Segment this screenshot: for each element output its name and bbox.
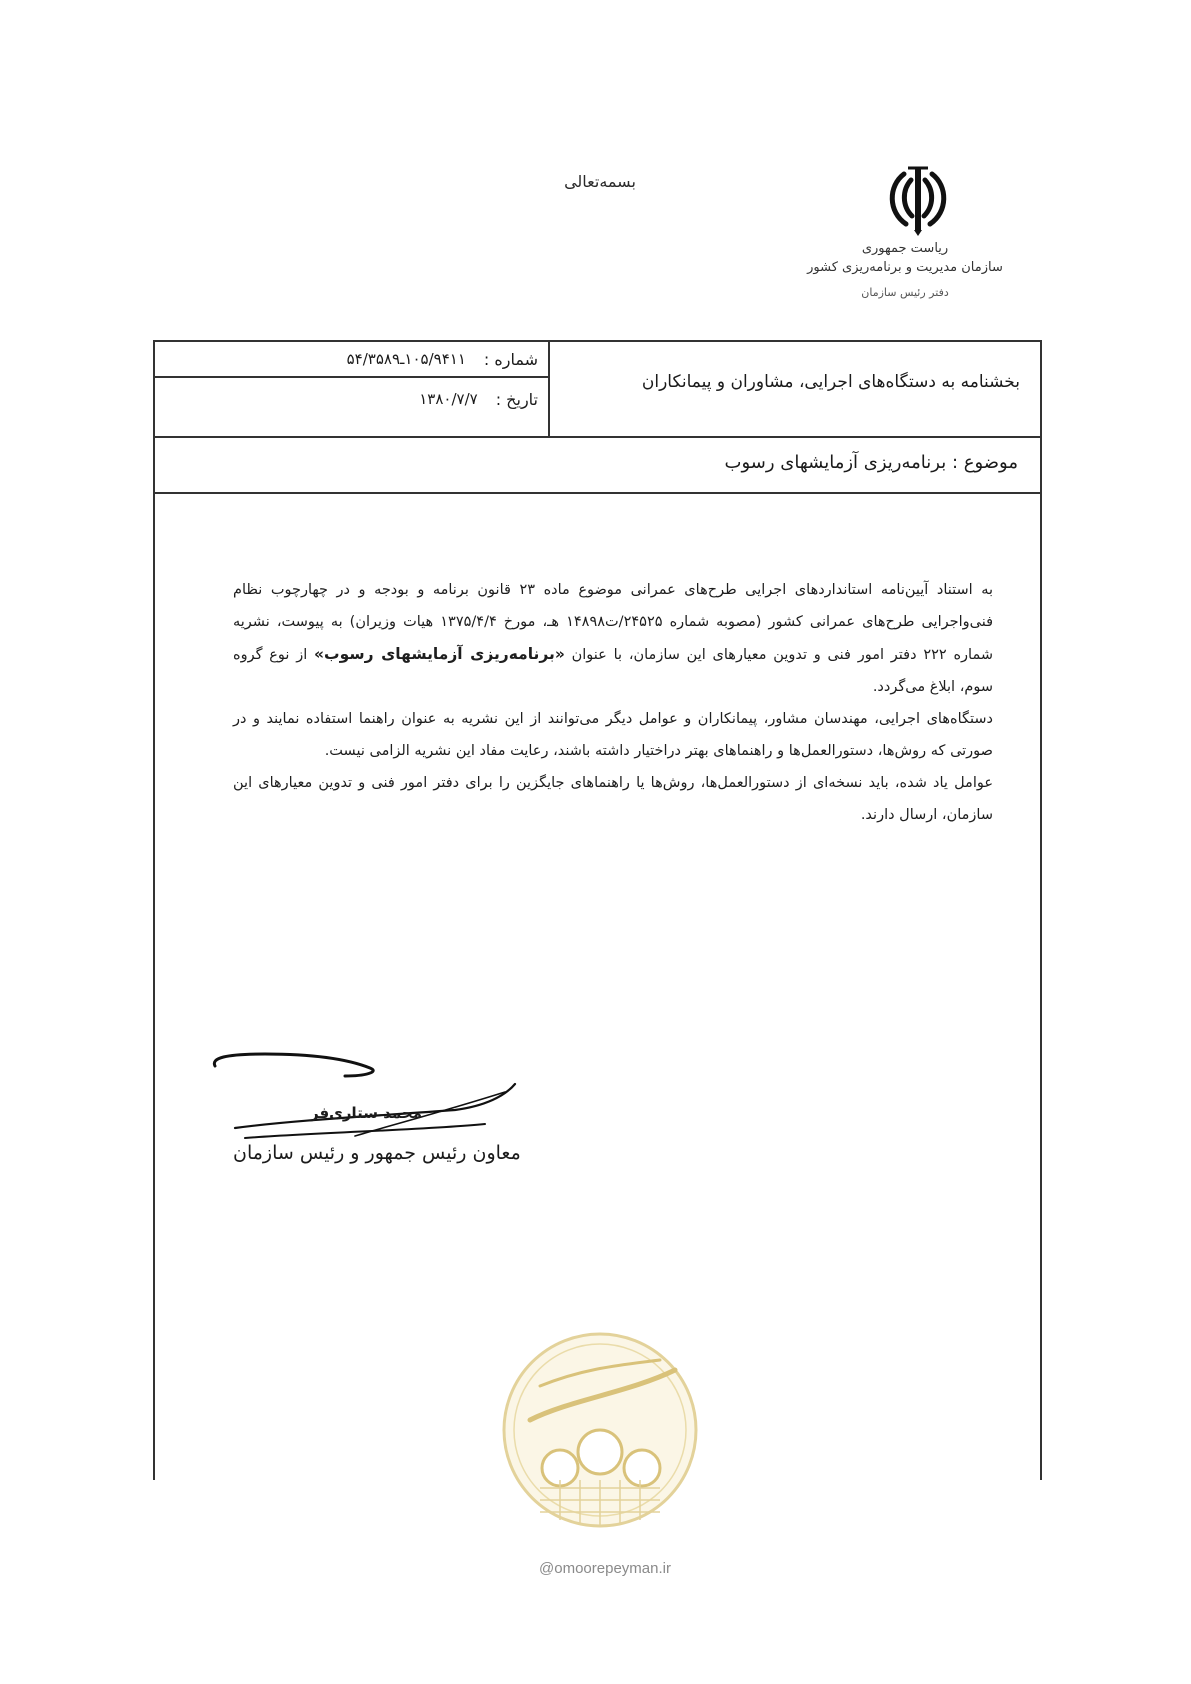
addressee-text: بخشنامه به دستگاه‌های اجرایی، مشاوران و پیمانکاران bbox=[641, 372, 1020, 392]
signatory-name: محمد ستاری‌فر bbox=[310, 1104, 423, 1122]
date-label: تاریخ : bbox=[495, 390, 538, 409]
number-value: ۱۰۵/۹۴۱۱ـ۵۴/۳۵۸۹ bbox=[346, 350, 466, 368]
bismillah-text: بسمه‌تعالی bbox=[564, 172, 636, 191]
number-label: شماره : bbox=[483, 350, 538, 369]
letter-date bbox=[419, 390, 538, 409]
subject-text: موضوع : برنامه‌ریزی آزمایشهای رسوب bbox=[724, 452, 1018, 473]
omoore-peyman-logo-watermark bbox=[500, 1330, 700, 1530]
org-line-office: دفتر رئیس سازمان bbox=[861, 286, 949, 299]
letter-number bbox=[347, 350, 538, 369]
signatory-title: معاون رئیس جمهور و رئیس سازمان bbox=[233, 1142, 521, 1164]
letter-body bbox=[233, 574, 993, 831]
header-table-row bbox=[155, 342, 1040, 438]
organization-header bbox=[790, 240, 1020, 304]
letter-frame bbox=[153, 340, 1042, 1480]
reference-cell bbox=[155, 342, 550, 436]
publication-title: «برنامه‌ریزی آزمایشهای رسوب» bbox=[314, 645, 565, 663]
body-paragraph-1 bbox=[233, 574, 993, 703]
iran-emblem-icon bbox=[878, 160, 958, 240]
body-paragraph-3: عوامل یاد شده، باید نسخه‌ای از دستورالعمل‌ها، روش‌ها یا راهنماهای جایگزین را برای دفتر امور فنی و تدوین معیارهای این سازمان، ارسال دارند. bbox=[233, 775, 993, 823]
org-line-organization: سازمان مدیریت و برنامه‌ریزی کشور bbox=[807, 260, 1003, 275]
handwritten-signature bbox=[205, 1040, 535, 1150]
body-paragraph-2: دستگاه‌های اجرایی، مهندسان مشاور، پیمانکاران و عوامل دیگر می‌توانند از این نشریه به عنوان راهنما استفاده نمایند و در صورتی که روش‌ها، دستورالعمل‌ها و راهنماهای بهتر دراختیار داشته باشند، رعایت مفاد این نشریه الزامی نیست. bbox=[233, 711, 993, 759]
subject-row bbox=[155, 438, 1040, 494]
date-value: ۱۳۸۰/۷/۷ bbox=[419, 390, 478, 408]
website-url: @omoorepeyman.ir bbox=[539, 1560, 671, 1577]
paragraph-1-ending: از نوع گروه سوم، ابلاغ می‌گردد. bbox=[233, 647, 993, 695]
org-line-presidency: ریاست جمهوری bbox=[861, 241, 949, 256]
paragraph-1-text: به استناد آیین‌نامه استانداردهای اجرایی طرح‌های عمرانی موضوع ماده ۲۳ قانون برنامه و بودجه و در چهارچوب نظام فنی‌واجرایی طرح‌های عمرانی کشور (مصوبه شماره ۲۴۵۲۵/ت۱۴۸۹۸ هـ، مورخ ۱۳۷۵/۴/۴ هیات وزیران) به پیوست، نشریه شماره ۲۲۲ دفتر امور فنی و تدوین معیارهای این سازمان، با عنوان bbox=[233, 582, 994, 663]
